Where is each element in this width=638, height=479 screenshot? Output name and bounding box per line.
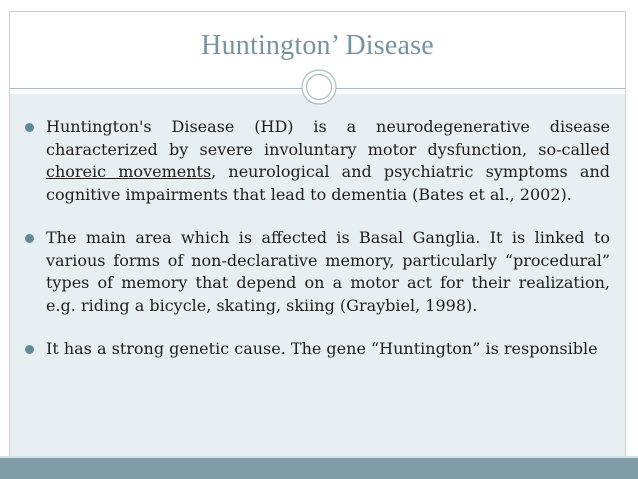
bullet-item bbox=[10, 227, 625, 317]
bullet-text: It has a strong genetic cause. The gene “Huntington” is responsible bbox=[46, 339, 598, 358]
bullet-dot-icon bbox=[25, 345, 34, 354]
slide-content bbox=[10, 94, 625, 457]
footer-band bbox=[0, 458, 638, 479]
circle-ornament-icon bbox=[301, 69, 337, 105]
bullet-text-part: , neurological and psychiatric symptoms and cognitive impairments that lead to dementia (Bates et al., 2002). bbox=[46, 162, 610, 204]
bullet-text-part: Huntington's Disease (HD) is a neurodegenerative disease characterized by severe involuntary motor dysfunction, so-called bbox=[46, 117, 610, 159]
bullet-text: The main area which is affected is Basal Ganglia. It is linked to various forms of non-declarative memory, particularly “procedural” types of memory that depend on a motor act for their realization, e.g. riding a bicycle, skating, skiing (Graybiel, 1998). bbox=[46, 228, 610, 315]
choreic-movements-link[interactable]: choreic movements bbox=[46, 162, 212, 181]
bullet-dot-icon bbox=[25, 234, 34, 243]
bullet-item bbox=[10, 338, 625, 361]
bullet-list bbox=[10, 116, 625, 382]
bullet-text bbox=[46, 116, 610, 206]
slide-title: Huntington’ Disease bbox=[201, 30, 434, 61]
bullet-item bbox=[10, 116, 625, 206]
bullet-dot-icon bbox=[25, 123, 34, 132]
